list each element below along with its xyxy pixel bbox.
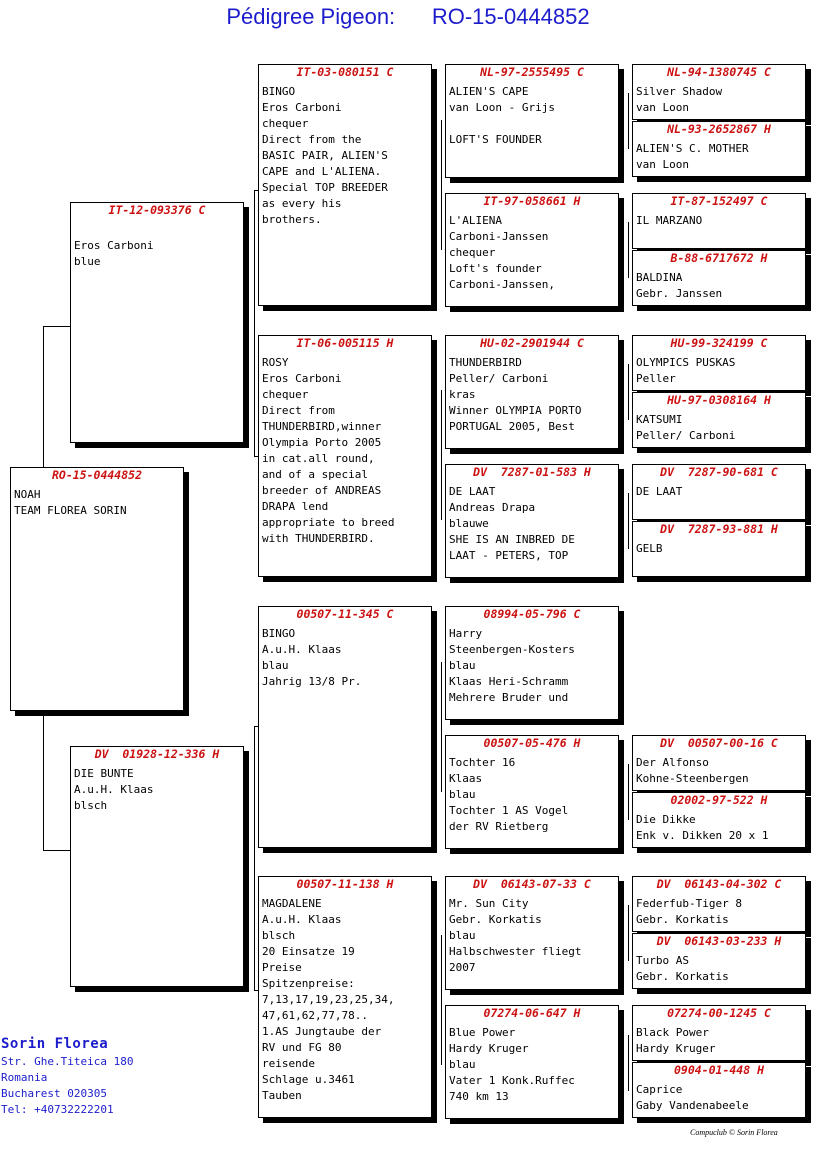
pigeon-line: Hardy Kruger	[449, 1042, 529, 1055]
pigeon-name: BINGO	[262, 85, 296, 98]
pigeon-name: Die Dikke	[636, 813, 696, 826]
pigeon-line: CAPE and L'ALIENA.	[262, 165, 382, 178]
pigeon-card-dddd	[632, 1062, 806, 1118]
pigeon-line: Direct from	[262, 404, 335, 417]
connector-line	[441, 120, 442, 250]
pigeon-card-ds	[258, 606, 432, 848]
pigeon-details	[633, 1020, 805, 1057]
pigeon-details	[259, 891, 431, 1104]
pigeon-name: Silver Shadow	[636, 85, 723, 98]
pigeon-line: THUNDERBIRD,winner	[262, 420, 382, 433]
pigeon-line: 20 Einsatze 19	[262, 945, 355, 958]
pigeon-name: Der Alfonso	[636, 756, 709, 769]
pigeon-details	[633, 536, 805, 557]
pigeon-details	[633, 1077, 805, 1114]
pigeon-line: PORTUGAL 2005, Best	[449, 420, 575, 433]
pigeon-line: Mehrere Bruder und	[449, 691, 569, 704]
pigeon-card-dss	[445, 606, 619, 720]
pigeon-line: van Loon - Grijs	[449, 101, 555, 114]
pigeon-line: Enk v. Dikken 20 x 1	[636, 829, 769, 842]
pigeon-line: Gebr. Janssen	[636, 287, 723, 300]
pigeon-line: DRAPA lend	[262, 500, 329, 513]
connector-line	[43, 326, 44, 468]
pigeon-line: blau	[449, 659, 476, 672]
pigeon-details	[633, 891, 805, 928]
pigeon-card-ssdd	[632, 250, 806, 306]
pigeon-line: Hardy Kruger	[636, 1042, 716, 1055]
pigeon-line: Eros Carboni	[74, 239, 154, 252]
pigeon-name: THUNDERBIRD	[449, 356, 522, 369]
ring-number: DV 7287-93-881 H	[660, 522, 778, 536]
pigeon-name: MAGDALENE	[262, 897, 322, 910]
pigeon-details	[259, 350, 431, 547]
pigeon-name: KATSUMI	[636, 413, 683, 426]
pigeon-name: OLYMPICS PUSKAS	[636, 356, 736, 369]
pigeon-card-sss	[445, 64, 619, 178]
pigeon-line: with THUNDERBIRD.	[262, 532, 375, 545]
pigeon-line: Preise	[262, 961, 302, 974]
pigeon-details	[633, 479, 805, 500]
pigeon-card-dam	[70, 746, 244, 987]
ring-number: 00507-05-476 H	[483, 736, 581, 750]
pigeon-card-ddd	[445, 1005, 619, 1119]
pigeon-details	[446, 891, 618, 976]
pigeon-line: A.u.H. Klaas	[262, 643, 342, 656]
pigeon-card-sire	[70, 202, 244, 443]
pigeon-line: Winner OLYMPIA PORTO	[449, 404, 582, 417]
pigeon-line: 7,13,17,19,23,25,34,	[262, 993, 395, 1006]
pigeon-details	[633, 208, 805, 229]
ring-number: DV 7287-01-583 H	[473, 465, 591, 479]
pigeon-card-dd	[258, 876, 432, 1118]
breeder-country: Romania	[1, 1071, 48, 1084]
pigeon-details	[446, 79, 618, 148]
breeder-address: Str. Ghe.Titeica 180	[1, 1055, 134, 1068]
pigeon-name: IL MARZANO	[636, 214, 703, 227]
connector-line	[628, 1035, 629, 1091]
pigeon-line: Loft's founder	[449, 262, 542, 275]
ring-number: DV 06143-07-33 C	[473, 877, 591, 891]
pigeon-line: der RV Rietberg	[449, 820, 549, 833]
pigeon-line: blau	[449, 1058, 476, 1071]
pigeon-details	[446, 479, 618, 564]
pigeon-line: Gebr. Korkatis	[636, 913, 729, 926]
ring-number: 0904-01-448 H	[673, 1063, 764, 1077]
pigeon-card-ssd	[445, 193, 619, 307]
pigeon-details	[446, 750, 618, 835]
pigeon-line: Peller	[636, 372, 676, 385]
pigeon-line: Peller/ Carboni	[449, 372, 549, 385]
ring-number: B-88-6717672 H	[670, 251, 768, 265]
pigeon-card-subject	[10, 467, 184, 711]
pigeon-line: in cat.all round,	[262, 452, 375, 465]
pigeon-line: Schlage u.3461	[262, 1073, 355, 1086]
pigeon-name: NOAH	[14, 488, 41, 501]
pigeon-line: chequer	[449, 246, 496, 259]
pigeon-line: Vater 1 Konk.Ruffec	[449, 1074, 575, 1087]
pigeon-card-ssss	[632, 64, 806, 120]
pigeon-name: ALIEN'S C. MOTHER	[636, 142, 749, 155]
pigeon-card-dsd	[445, 735, 619, 849]
ring-number: DV 00507-00-16 C	[660, 736, 778, 750]
pigeon-line: blsch	[262, 929, 296, 942]
pigeon-details	[633, 407, 805, 444]
breeder-name: Sorin Florea	[1, 1036, 109, 1052]
ring-number: HU-99-324199 C	[670, 336, 768, 350]
ring-number: 00507-11-138 H	[296, 877, 394, 891]
pigeon-card-sdds	[632, 464, 806, 520]
footer-credit: Compuclub © Sorin Florea	[690, 1128, 778, 1137]
pigeon-name: BALDINA	[636, 271, 683, 284]
pigeon-card-sds	[445, 335, 619, 449]
pigeon-line: Spitzenpreise:	[262, 977, 355, 990]
connector-line	[441, 935, 442, 1065]
pigeon-name: Caprice	[636, 1083, 683, 1096]
pigeon-line: brothers.	[262, 213, 322, 226]
pigeon-name: L'ALIENA	[449, 214, 502, 227]
pigeon-details	[446, 1020, 618, 1105]
pigeon-line: chequer	[262, 388, 309, 401]
pigeon-line: van Loon	[636, 158, 689, 171]
pigeon-name: Black Power	[636, 1026, 709, 1039]
pigeon-line: Tochter 1 AS Vogel	[449, 804, 569, 817]
connector-line	[628, 93, 629, 149]
pigeon-line: LAAT - PETERS, TOP	[449, 549, 569, 562]
connector-line	[254, 190, 255, 456]
pigeon-line: 2007	[449, 961, 476, 974]
ring-number: IT-03-080151 C	[296, 65, 394, 79]
pigeon-line: blue	[74, 255, 101, 268]
breeder-info	[1, 1034, 133, 1118]
ring-number: IT-06-005115 H	[296, 336, 394, 350]
pigeon-card-sdss	[632, 335, 806, 391]
pigeon-line: Carboni-Janssen,	[449, 278, 555, 291]
pigeon-card-dds	[445, 876, 619, 990]
pigeon-name: GELB	[636, 542, 663, 555]
pigeon-name	[74, 222, 243, 238]
pigeon-name: Tochter 16	[449, 756, 516, 769]
ring-number: 07274-00-1245 C	[667, 1006, 771, 1020]
breeder-city: Bucharest 020305	[1, 1087, 107, 1100]
pigeon-line: LOFT'S FOUNDER	[449, 133, 542, 146]
pigeon-details	[71, 761, 243, 814]
pigeon-line: A.u.H. Klaas	[74, 783, 154, 796]
pigeon-line: blauwe	[449, 517, 489, 530]
pigeon-line: appropriate to breed	[262, 516, 395, 529]
ring-number: NL-93-2652867 H	[667, 122, 771, 136]
ring-number: DV 06143-03-233 H	[656, 934, 782, 948]
pigeon-name: DIE BUNTE	[74, 767, 134, 780]
ring-number: DV 7287-90-681 C	[660, 465, 778, 479]
pigeon-line: Eros Carboni	[262, 101, 342, 114]
pigeon-name: DE LAAT	[449, 485, 496, 498]
pigeon-line: Direct from the	[262, 133, 362, 146]
pigeon-name: Blue Power	[449, 1026, 516, 1039]
pigeon-line: TEAM FLOREA SORIN	[14, 504, 127, 517]
pigeon-line: Eros Carboni	[262, 372, 342, 385]
pigeon-details	[633, 136, 805, 173]
pigeon-card-ddds	[632, 1005, 806, 1061]
page-title: Pédigree Pigeon: RO-15-0444852	[226, 4, 590, 29]
pigeon-line: Kohne-Steenbergen	[636, 772, 749, 785]
ring-number: HU-02-2901944 C	[480, 336, 584, 350]
pigeon-line: as every his	[262, 197, 342, 210]
pigeon-details	[11, 482, 183, 519]
pigeon-name: Federfub-Tiger 8	[636, 897, 742, 910]
pigeon-card-dsdd	[632, 792, 806, 848]
pigeon-details	[446, 350, 618, 435]
pigeon-name: Harry	[449, 627, 483, 640]
pigeon-line: SHE IS AN INBRED DE	[449, 533, 575, 546]
pigeon-line: Gaby Vandenabeele	[636, 1099, 749, 1112]
pigeon-name: Mr. Sun City	[449, 897, 529, 910]
connector-line	[43, 850, 70, 851]
pigeon-line: Steenbergen-Kosters	[449, 643, 575, 656]
ring-number: 07274-06-647 H	[483, 1006, 581, 1020]
connector-line	[441, 662, 442, 792]
ring-number: HU-97-0308164 H	[667, 393, 771, 407]
pigeon-card-ssds	[632, 193, 806, 249]
pigeon-line: Jahrig 13/8 Pr.	[262, 675, 362, 688]
connector-line	[254, 726, 255, 990]
ring-number: DV 06143-04-302 C	[656, 877, 782, 891]
connector-line	[628, 222, 629, 278]
pigeon-line: Special TOP BREEDER	[262, 181, 388, 194]
pigeon-card-sddd	[632, 521, 806, 577]
pigeon-line: Andreas Drapa	[449, 501, 536, 514]
pigeon-line: Peller/ Carboni	[636, 429, 736, 442]
ring-number: IT-12-093376 C	[108, 203, 206, 217]
pigeon-line: 1.AS Jungtaube der	[262, 1025, 382, 1038]
pigeon-line: blau	[449, 788, 476, 801]
pigeon-line	[449, 116, 618, 132]
connector-line	[628, 764, 629, 820]
pigeon-line: Tauben	[262, 1089, 302, 1102]
pigeon-details	[71, 217, 243, 270]
ring-number: 08994-05-796 C	[483, 607, 581, 621]
ring-number: IT-87-152497 C	[670, 194, 768, 208]
ring-number: NL-97-2555495 C	[480, 65, 584, 79]
ring-number: RO-15-0444852	[51, 468, 142, 482]
pigeon-line: Halbschwester fliegt	[449, 945, 582, 958]
ring-number: NL-94-1380745 C	[667, 65, 771, 79]
pigeon-details	[633, 350, 805, 387]
connector-line	[628, 364, 629, 420]
pigeon-details	[633, 79, 805, 116]
pigeon-line: Gebr. Korkatis	[449, 913, 542, 926]
pigeon-card-sdsd	[632, 392, 806, 448]
pigeon-details	[259, 621, 431, 690]
pigeon-line: breeder of ANDREAS	[262, 484, 382, 497]
ring-number: IT-97-058661 H	[483, 194, 581, 208]
pigeon-name: ALIEN'S CAPE	[449, 85, 529, 98]
pigeon-line: 47,61,62,77,78..	[262, 1009, 368, 1022]
pigeon-details	[446, 621, 618, 706]
pigeon-line: A.u.H. Klaas	[262, 913, 342, 926]
connector-line	[628, 493, 629, 549]
pigeon-line: and of a special	[262, 468, 368, 481]
connector-line	[43, 326, 70, 327]
breeder-phone: Tel: +40732222201	[1, 1103, 114, 1116]
connector-line	[441, 390, 442, 520]
ring-number: 02002-97-522 H	[670, 793, 768, 807]
pigeon-line: reisende	[262, 1057, 315, 1070]
pigeon-details	[633, 948, 805, 985]
pigeon-line: RV und FG 80	[262, 1041, 342, 1054]
pigeon-line: Klaas Heri-Schramm	[449, 675, 569, 688]
pigeon-name: DE LAAT	[636, 485, 683, 498]
pigeon-name: Turbo AS	[636, 954, 689, 967]
pigeon-line: chequer	[262, 117, 309, 130]
connector-line	[43, 712, 44, 850]
pigeon-details	[633, 265, 805, 302]
pigeon-card-sdd	[445, 464, 619, 578]
pigeon-card-sssd	[632, 121, 806, 177]
pigeon-name: ROSY	[262, 356, 289, 369]
pigeon-card-ddss	[632, 876, 806, 932]
pigeon-line: blau	[262, 659, 289, 672]
pigeon-card-ddsd	[632, 933, 806, 989]
pigeon-line: Klaas	[449, 772, 483, 785]
pigeon-line: kras	[449, 388, 476, 401]
pigeon-line: Gebr. Korkatis	[636, 970, 729, 983]
pigeon-line: BASIC PAIR, ALIEN'S	[262, 149, 388, 162]
pigeon-details	[259, 79, 431, 228]
pigeon-details	[633, 750, 805, 787]
pigeon-details	[633, 807, 805, 844]
pigeon-line: blsch	[74, 799, 108, 812]
pigeon-line: blau	[449, 929, 476, 942]
ring-number: DV 01928-12-336 H	[94, 747, 220, 761]
ring-number: 00507-11-345 C	[296, 607, 394, 621]
pigeon-line: Olympia Porto 2005	[262, 436, 382, 449]
pigeon-line: van Loon	[636, 101, 689, 114]
pigeon-line: Carboni-Janssen	[449, 230, 549, 243]
pigeon-card-ss	[258, 64, 432, 306]
connector-line	[628, 905, 629, 961]
pigeon-line: 740 km 13	[449, 1090, 509, 1103]
pigeon-card-sd	[258, 335, 432, 577]
pigeon-details	[446, 208, 618, 293]
pigeon-name: BINGO	[262, 627, 296, 640]
pigeon-card-dsds	[632, 735, 806, 791]
